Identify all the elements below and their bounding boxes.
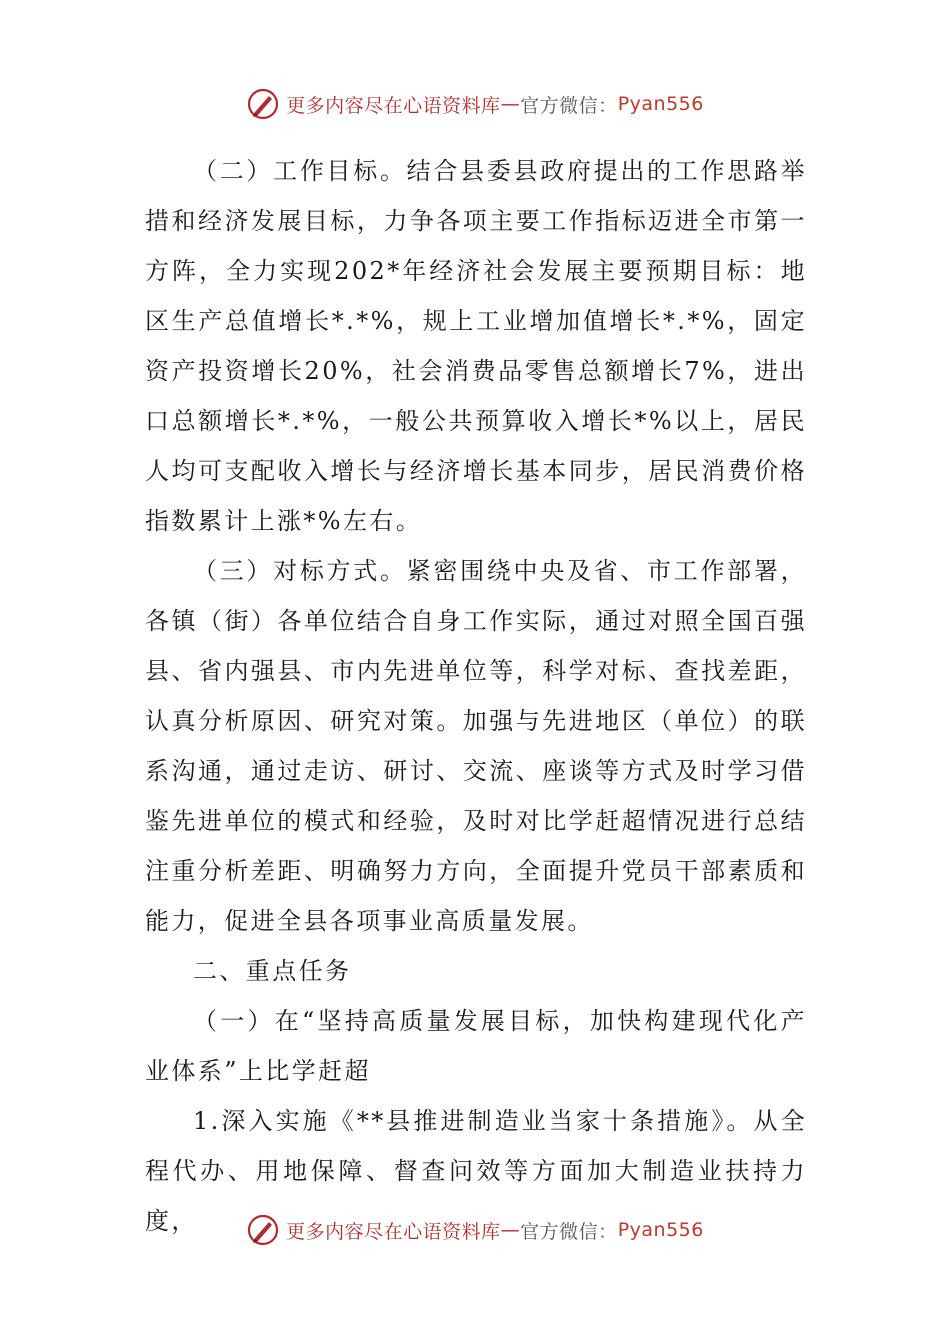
watermark-separator: — xyxy=(500,93,521,115)
document-body xyxy=(145,146,807,1246)
paragraph-manufacturing-measures: 1.深入实施《**县推进制造业当家十条措施》。从全程代办、用地保障、督查问效等方面加大制造业扶持力度， xyxy=(145,1107,807,1235)
watermark-brand-text: 更多内容尽在心语资料库 xyxy=(286,1220,501,1243)
watermark-wechat-id: Pyan556 xyxy=(617,1219,704,1241)
watermark-separator: — xyxy=(500,1219,521,1241)
watermark-wechat-id: Pyan556 xyxy=(617,93,704,115)
subsection-heading-industry: （一）在“坚持高质量发展目标，加快构建现代化产业体系”上比学赶超 xyxy=(145,1007,807,1085)
watermark-brand-text: 更多内容尽在心语资料库 xyxy=(286,94,501,117)
pen-logo-icon xyxy=(246,87,280,121)
watermark-footer xyxy=(0,1210,950,1250)
pen-logo-icon xyxy=(246,1213,280,1247)
paragraph-work-goals: （二）工作目标。结合县委县政府提出的工作思路举措和经济发展目标，力争各项主要工作指标迈进全市第一方阵，全力实现202*年经济社会发展主要预期目标：地区生产总值增长*.*%，规上工业增加值增长*.*%，固定资产投资增长20%，社会消费品零售总额增长7%，进出口总额增长*.*%，一般公共预算收入增长*%以上，居民人均可支配收入增长与经济增长基本同步，居民消费价格指数累计上涨*%左右。 xyxy=(145,157,807,535)
section-heading-key-tasks: 二、重点任务 xyxy=(193,957,352,985)
watermark-wechat-label: 官方微信： xyxy=(520,1220,618,1243)
watermark-wechat-label: 官方微信： xyxy=(520,94,618,117)
paragraph-benchmark-method: （三）对标方式。紧密围绕中央及省、市工作部署，各镇（街）各单位结合自身工作实际，通过对照全国百强县、省内强县、市内先进单位等，科学对标、查找差距，认真分析原因、研究对策。加强与先进地区（单位）的联系沟通，通过走访、研讨、交流、座谈等方式及时学习借鉴先进单位的模式和经验，及时对比学赶超情况进行总结注重分析差距、明确努力方向，全面提升党员干部素质和能力，促进全县各项事业高质量发展。 xyxy=(145,557,807,935)
watermark-header xyxy=(0,84,950,124)
